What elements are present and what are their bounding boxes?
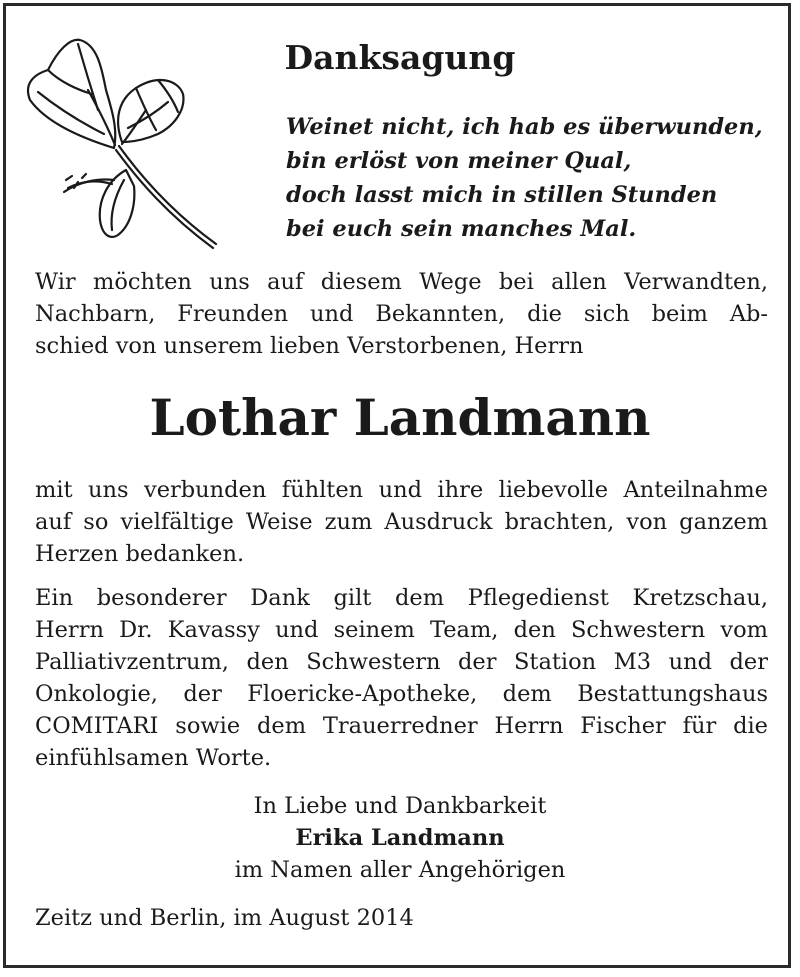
- verse-line: bin erlöst von meiner Qual,: [286, 148, 632, 174]
- text-line: Ein besonderer Dank gilt dem Pflegedienst Kretzschau,: [35, 585, 768, 611]
- verse-line: doch lasst mich in stillen Stunden: [286, 182, 718, 208]
- verse-line: Weinet nicht, ich hab es überwunden,: [286, 114, 763, 140]
- text-line: Herrn Dr. Kavassy und seinem Team, den Schwestern vom: [35, 617, 768, 643]
- heading: Danksagung: [284, 38, 516, 77]
- signer-name: Erika Landmann: [295, 825, 505, 851]
- closing-line: im Namen aller Angehörigen: [234, 857, 566, 883]
- closing-block: [0, 790, 800, 886]
- text-line: COMITARI sowie dem Trauerredner Herrn Fischer für die: [35, 713, 768, 739]
- place-date: Zeitz und Berlin, im August 2014: [35, 905, 414, 931]
- special-thanks-paragraph: [35, 582, 768, 774]
- text-line: einfühlsamen Worte.: [35, 745, 272, 771]
- text-line: Wir möchten uns auf diesem Wege bei allen Verwandten,: [35, 269, 768, 295]
- verse-line: bei euch sein manches Mal.: [286, 216, 637, 242]
- closing-line: In Liebe und Dankbarkeit: [253, 793, 547, 819]
- text-line: Palliativzentrum, den Schwestern der Station M3 und der: [35, 649, 768, 675]
- text-line: Onkologie, der Floericke-Apotheke, dem Bestattungshaus: [35, 681, 768, 707]
- text-line: auf so vielfältige Weise zum Ausdruck brachten, von ganzem: [35, 509, 768, 535]
- calla-lily-icon: [18, 30, 223, 255]
- text-line: mit uns verbunden fühlten und ihre liebevolle Anteilnahme: [35, 477, 768, 503]
- text-line: Herzen bedanken.: [35, 541, 245, 567]
- verse: [286, 110, 766, 246]
- intro-paragraph: [35, 266, 768, 362]
- text-line: Nachbarn, Freunden und Bekannten, die sich beim Ab-: [35, 301, 768, 327]
- thanks-paragraph: [35, 474, 768, 570]
- text-line: schied von unserem lieben Verstorbenen, Herrn: [35, 333, 584, 359]
- deceased-name: Lothar Landmann: [149, 388, 651, 447]
